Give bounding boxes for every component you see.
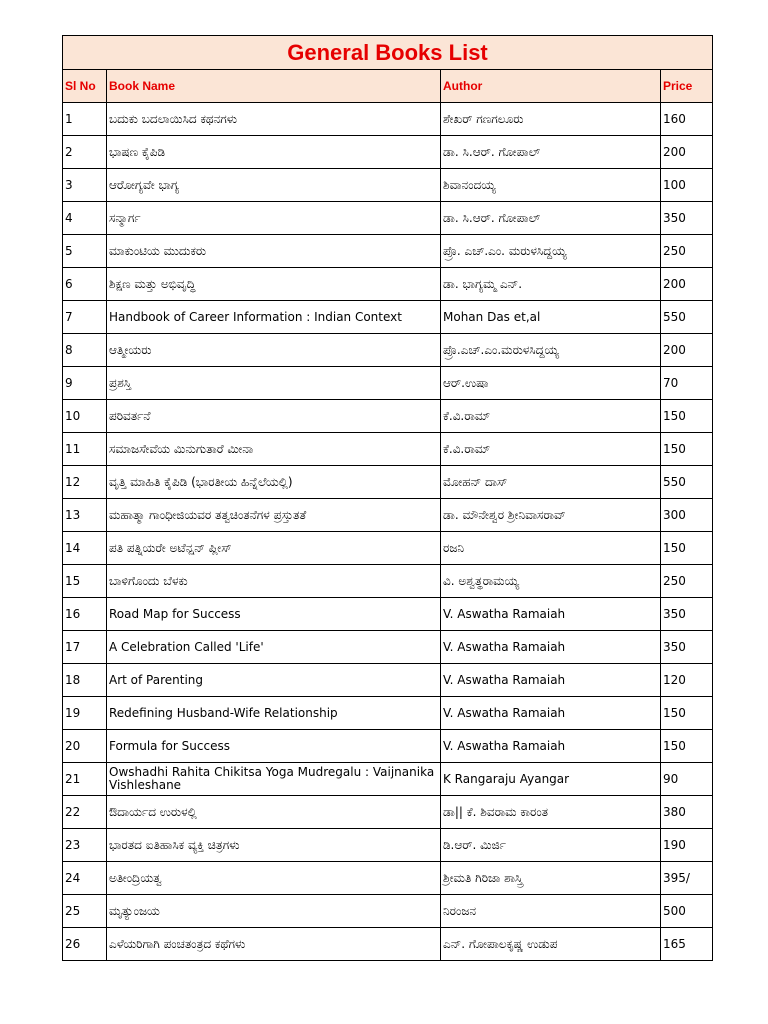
cell-author: ವಿ. ಅಶ್ವತ್ಥರಾಮಯ್ಯ [441, 565, 661, 598]
table-row [63, 235, 713, 268]
cell-sl-no: 5 [63, 235, 107, 268]
cell-author: ಡಿ.ಆರ್. ಮಿರ್ಜಿ [441, 829, 661, 862]
cell-book-name: Redefining Husband-Wife Relationship [107, 697, 441, 730]
cell-book-name: Road Map for Success [107, 598, 441, 631]
table-row [63, 400, 713, 433]
cell-author: K Rangaraju Ayangar [441, 763, 661, 796]
table-row [63, 862, 713, 895]
cell-sl-no: 16 [63, 598, 107, 631]
cell-author: ಎನ್. ಗೋಪಾಲಕೃಷ್ಣ ಉಡುಪ [441, 928, 661, 961]
cell-author: ಡಾ. ಭಾಗ್ಯಮ್ಮ ಎನ್. [441, 268, 661, 301]
cell-price: 350 [661, 598, 713, 631]
cell-book-name: ಸನ್ಮಾರ್ಗ [107, 202, 441, 235]
cell-price: 150 [661, 730, 713, 763]
cell-book-name: ಪ್ರಶಸ್ತಿ [107, 367, 441, 400]
cell-price: 165 [661, 928, 713, 961]
cell-sl-no: 14 [63, 532, 107, 565]
table-row [63, 697, 713, 730]
books-sheet [62, 35, 712, 961]
cell-author: ಡಾ|| ಕೆ. ಶಿವರಾಮ ಕಾರಂತ [441, 796, 661, 829]
cell-author: ಶಿವಾನಂದಯ್ಯ [441, 169, 661, 202]
cell-book-name: A Celebration Called 'Life' [107, 631, 441, 664]
cell-book-name: ಬಾಳಿಗೊಂದು ಬೆಳಕು [107, 565, 441, 598]
table-row [63, 202, 713, 235]
title-row [63, 36, 713, 70]
cell-sl-no: 7 [63, 301, 107, 334]
cell-price: 550 [661, 301, 713, 334]
cell-author: ಕೆ.ವಿ.ರಾಮ್ [441, 433, 661, 466]
cell-book-name: ಆರೋಗ್ಯವೇ ಭಾಗ್ಯ [107, 169, 441, 202]
cell-book-name: ಎಳೆಯರಿಗಾಗಿ ಪಂಚತಂತ್ರದ ಕಥೆಗಳು [107, 928, 441, 961]
cell-author: ಆರ್.ಉಷಾ [441, 367, 661, 400]
cell-sl-no: 18 [63, 664, 107, 697]
cell-author: V. Aswatha Ramaiah [441, 730, 661, 763]
column-header-price: Price [661, 70, 713, 103]
cell-price: 90 [661, 763, 713, 796]
cell-book-name: ಮೃತ್ಯುಂಜಯ [107, 895, 441, 928]
cell-price: 350 [661, 202, 713, 235]
cell-book-name: ಮಾಕುಂಟಿಯ ಮುದುಕರು [107, 235, 441, 268]
cell-price: 120 [661, 664, 713, 697]
cell-book-name: Art of Parenting [107, 664, 441, 697]
table-row [63, 928, 713, 961]
table-row [63, 268, 713, 301]
table-row [63, 334, 713, 367]
cell-author: ಶ್ರೀಮತಿ ಗಿರಿಜಾ ಶಾಸ್ತ್ರಿ [441, 862, 661, 895]
table-row [63, 763, 713, 796]
cell-price: 300 [661, 499, 713, 532]
cell-author: ಪ್ರೊ. ಎಚ್.ಎಂ. ಮರುಳಸಿದ್ದಯ್ಯ [441, 235, 661, 268]
books-table [62, 35, 713, 961]
cell-price: 70 [661, 367, 713, 400]
cell-book-name: ಪರಿವರ್ತನೆ [107, 400, 441, 433]
column-header-author: Author [441, 70, 661, 103]
cell-book-name: ಮಹಾತ್ಮಾ ಗಾಂಧೀಜಿಯವರ ತತ್ವಚಿಂತನೆಗಳ ಪ್ರಸ್ತುತತೆ [107, 499, 441, 532]
cell-author: ಮೋಹನ್ ದಾಸ್ [441, 466, 661, 499]
cell-sl-no: 22 [63, 796, 107, 829]
cell-author: V. Aswatha Ramaiah [441, 697, 661, 730]
cell-sl-no: 26 [63, 928, 107, 961]
cell-price: 150 [661, 697, 713, 730]
table-row [63, 499, 713, 532]
table-row [63, 103, 713, 136]
cell-sl-no: 9 [63, 367, 107, 400]
cell-author: ಡಾ. ಸಿ.ಆರ್. ಗೋಪಾಲ್ [441, 202, 661, 235]
cell-sl-no: 21 [63, 763, 107, 796]
cell-book-name: ಔದಾರ್ಯದ ಉರುಳಲ್ಲಿ [107, 796, 441, 829]
cell-price: 200 [661, 334, 713, 367]
table-row [63, 433, 713, 466]
cell-book-name: ಬದುಕು ಬದಲಾಯಿಸಿದ ಕಥನಗಳು [107, 103, 441, 136]
cell-price: 200 [661, 136, 713, 169]
cell-sl-no: 2 [63, 136, 107, 169]
cell-price: 395/ [661, 862, 713, 895]
cell-price: 160 [661, 103, 713, 136]
table-row [63, 730, 713, 763]
cell-sl-no: 20 [63, 730, 107, 763]
header-row [63, 70, 713, 103]
cell-author: ಡಾ. ಮೌನೇಶ್ವರ ಶ್ರೀನಿವಾಸರಾವ್ [441, 499, 661, 532]
cell-price: 150 [661, 532, 713, 565]
cell-sl-no: 1 [63, 103, 107, 136]
table-row [63, 136, 713, 169]
cell-book-name: Owshadhi Rahita Chikitsa Yoga Mudregalu : Vaijnanika Vishleshane [107, 763, 441, 796]
table-row [63, 598, 713, 631]
table-row [63, 796, 713, 829]
cell-price: 150 [661, 400, 713, 433]
cell-author: ನಿರಂಜನ [441, 895, 661, 928]
cell-author: ಶೇಖರ್ ಗಣಗಲೂರು [441, 103, 661, 136]
cell-author: V. Aswatha Ramaiah [441, 631, 661, 664]
cell-author: Mohan Das et,al [441, 301, 661, 334]
cell-author: ಪ್ರೊ.ಎಚ್.ಎಂ.ಮರುಳಸಿದ್ದಯ್ಯ [441, 334, 661, 367]
cell-sl-no: 6 [63, 268, 107, 301]
table-row [63, 565, 713, 598]
cell-author: ಕೆ.ವಿ.ರಾಮ್ [441, 400, 661, 433]
cell-price: 100 [661, 169, 713, 202]
cell-author: ಡಾ. ಸಿ.ಆರ್. ಗೋಪಾಲ್ [441, 136, 661, 169]
cell-sl-no: 19 [63, 697, 107, 730]
cell-book-name: Handbook of Career Information : Indian Context [107, 301, 441, 334]
cell-price: 500 [661, 895, 713, 928]
table-row [63, 895, 713, 928]
table-row [63, 169, 713, 202]
cell-sl-no: 10 [63, 400, 107, 433]
table-row [63, 301, 713, 334]
cell-price: 190 [661, 829, 713, 862]
cell-author: V. Aswatha Ramaiah [441, 598, 661, 631]
table-row [63, 466, 713, 499]
cell-sl-no: 15 [63, 565, 107, 598]
cell-book-name: ವೃತ್ತಿ ಮಾಹಿತಿ ಕೈಪಿಡಿ (ಭಾರತೀಯ ಹಿನ್ನೆಲೆಯಲ್ಲಿ) [107, 466, 441, 499]
cell-book-name: ಶಿಕ್ಷಣ ಮತ್ತು ಅಭಿವೃದ್ಧಿ [107, 268, 441, 301]
table-row [63, 829, 713, 862]
cell-price: 250 [661, 565, 713, 598]
cell-price: 550 [661, 466, 713, 499]
table-row [63, 631, 713, 664]
cell-book-name: ಭಾಷಣ ಕೈಪಿಡಿ [107, 136, 441, 169]
cell-sl-no: 8 [63, 334, 107, 367]
cell-sl-no: 13 [63, 499, 107, 532]
cell-price: 150 [661, 433, 713, 466]
cell-sl-no: 25 [63, 895, 107, 928]
cell-book-name: Formula for Success [107, 730, 441, 763]
table-body [63, 103, 713, 961]
cell-sl-no: 4 [63, 202, 107, 235]
table-row [63, 664, 713, 697]
cell-author: ರಜನಿ [441, 532, 661, 565]
cell-sl-no: 17 [63, 631, 107, 664]
column-header-sl-no: Sl No [63, 70, 107, 103]
cell-book-name: ಸಮಾಜಸೇವೆಯ ಮಿನುಗುತಾರೆ ಮೀನಾ [107, 433, 441, 466]
cell-price: 250 [661, 235, 713, 268]
cell-book-name: ಅತೀಂದ್ರಿಯತ್ವ [107, 862, 441, 895]
cell-book-name: ಆತ್ಮೀಯರು [107, 334, 441, 367]
cell-price: 200 [661, 268, 713, 301]
column-header-book-name: Book Name [107, 70, 441, 103]
cell-author: V. Aswatha Ramaiah [441, 664, 661, 697]
cell-price: 350 [661, 631, 713, 664]
cell-sl-no: 12 [63, 466, 107, 499]
table-row [63, 367, 713, 400]
cell-sl-no: 11 [63, 433, 107, 466]
cell-price: 380 [661, 796, 713, 829]
cell-book-name: ಭಾರತದ ಐತಿಹಾಸಿಕ ವ್ಯಕ್ತಿ ಚಿತ್ರಗಳು [107, 829, 441, 862]
cell-sl-no: 24 [63, 862, 107, 895]
cell-book-name: ಪತಿ ಪತ್ನಿಯರೇ ಅಟೆನ್ಷನ್ ಪ್ಲೀಸ್ [107, 532, 441, 565]
page-title: General Books List [63, 36, 713, 70]
cell-sl-no: 3 [63, 169, 107, 202]
table-row [63, 532, 713, 565]
cell-sl-no: 23 [63, 829, 107, 862]
